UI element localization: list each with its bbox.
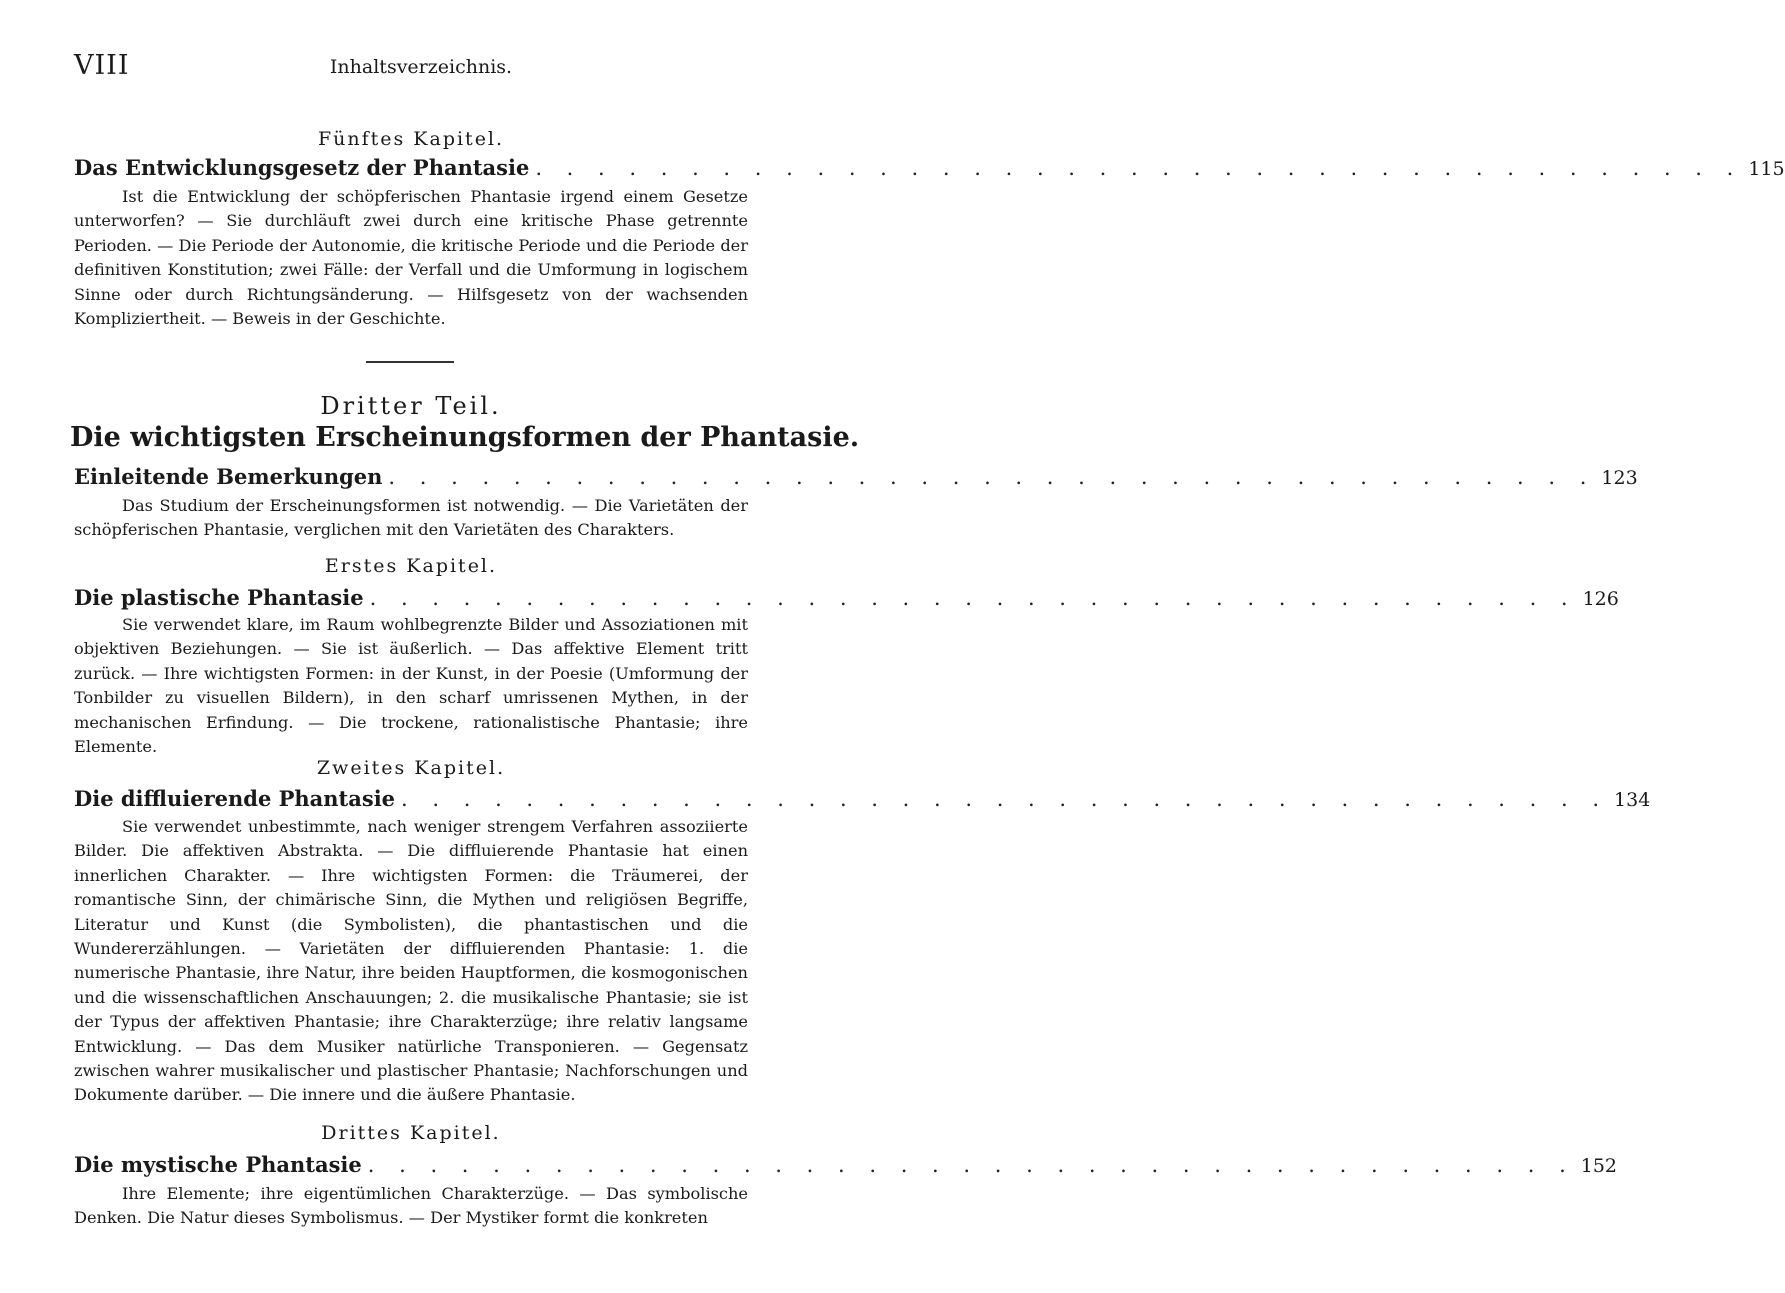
toc-leader: . . . . . . . . . . . . . . . . . . . . . . . . . . . . . . . . . . . . . . . bbox=[535, 156, 1743, 180]
chapter-1 bbox=[74, 555, 748, 577]
chapter-label: Zweites Kapitel. bbox=[316, 757, 506, 779]
part-title: Die wichtigsten Erscheinungsformen der Phantasie. bbox=[70, 422, 860, 453]
toc-leader: . . . . . . . . . . . . . . . . . . . . . . . . . . . . . . . . . . . . . . . bbox=[369, 586, 1577, 610]
toc-leader: . . . . . . . . . . . . . . . . . . . . . . . . . . . . . . . . . . . . . . . bbox=[388, 465, 1596, 489]
section-divider bbox=[366, 361, 454, 363]
chapter-summary bbox=[74, 613, 748, 759]
toc-entry-ch2[interactable] bbox=[74, 786, 1651, 811]
toc-page: 123 bbox=[1601, 467, 1638, 489]
toc-title: Die plastische Phantasie bbox=[74, 585, 364, 610]
chapter-5 bbox=[74, 128, 748, 150]
running-title: Inhaltsverzeichnis. bbox=[329, 56, 513, 78]
chapter-label: Erstes Kapitel. bbox=[324, 555, 498, 577]
part-title-row bbox=[70, 422, 860, 453]
toc-leader: . . . . . . . . . . . . . . . . . . . . . . . . . . . . . . . . . . . . . . . bbox=[367, 1153, 1575, 1177]
page-number: VIII bbox=[74, 50, 130, 81]
chapter-summary bbox=[74, 815, 748, 1108]
chapter-label: Fünftes Kapitel. bbox=[317, 128, 505, 150]
chapter-2 bbox=[74, 757, 748, 779]
summary-text: Sie verwendet klare, im Raum wohlbegrenzte Bilder und Assoziationen mit objektiven Beziehungen. — Sie ist äußerlich. — Das affektive Element tritt zurück. — Ihre wichtigsten Formen: in der Kunst, in der Poesie (Umformung der Tonbilder zu visuellen Bildern), in den scharf umrissenen Mythen, in der mechanischen Erfindung. — Die trockene, rationalistische Phantasie; ihre Elemente. bbox=[74, 615, 748, 757]
chapter-summary bbox=[74, 1182, 748, 1231]
toc-title: Die diffluierende Phantasie bbox=[74, 786, 396, 811]
intro-summary bbox=[74, 494, 748, 543]
chapter-3 bbox=[74, 1122, 748, 1144]
toc-page: 134 bbox=[1614, 789, 1651, 811]
toc-title: Die mystische Phantasie bbox=[74, 1152, 362, 1177]
toc-leader: . . . . . . . . . . . . . . . . . . . . . . . . . . . . . . . . . . . . . . . bbox=[401, 787, 1609, 811]
summary-text: Sie verwendet unbestimmte, nach weniger strengem Verfahren assoziierte Bilder. Die affektiven Abstrakta. — Die diffluierende Phantasie hat einen innerlichen Charakter. — Ihre wichtigsten Formen: die Träumerei, der romantische Sinn, der chimärische Sinn, die Mythen und religiösen Begriffe, Literatur und Kunst (die Symbolisten), die phantastischen und die Wundererzählungen. — Varietäten der diffluierenden Phantasie: 1. die numerische Phantasie, ihre Natur, ihre beiden Hauptformen, die kosmogonischen und die wissenschaftlichen Anschauungen; 2. die musikalische Phantasie; sie ist der Typus der affektiven Phantasie; ihre Charakterzüge; ihre relativ langsame Entwicklung. — Das dem Musiker natürliche Transponieren. — Gegensatz zwischen wahrer musikalischer und plastischer Phantasie; Nachforschungen und Dokumente darüber. — Die innere und die äußere Phantasie. bbox=[74, 817, 748, 1105]
summary-text: Ist die Entwicklung der schöpferischen Phantasie irgend einem Gesetze unterworfen? — Sie durchläuft zwei durch eine kritische Phase getrennte Perioden. — Die Periode der Autonomie, die kritische Periode und die Periode der definitiven Konstitution; zwei Fälle: der Verfall und die Umformung in logischem Sinne oder durch Richtungsänderung. — Hilfsgesetz von der wachsenden Kompliziertheit. — Beweis in der Geschichte. bbox=[74, 187, 748, 329]
chapter-label: Drittes Kapitel. bbox=[321, 1122, 501, 1144]
toc-title: Einleitende Bemerkungen bbox=[74, 464, 383, 489]
toc-page: 152 bbox=[1580, 1155, 1618, 1177]
toc-entry-ch1[interactable] bbox=[74, 585, 1619, 610]
part-3 bbox=[74, 392, 748, 420]
toc-entry-ch5[interactable] bbox=[74, 155, 1785, 180]
summary-text: Ihre Elemente; ihre eigentümlichen Charakterzüge. — Das symbolische Denken. Die Natur dieses Symbolismus. — Der Mystiker formt die konkreten bbox=[74, 1184, 748, 1228]
part-label: Dritter Teil. bbox=[320, 392, 502, 420]
toc-entry-intro[interactable] bbox=[74, 464, 1638, 489]
chapter-summary bbox=[74, 185, 748, 331]
toc-title: Das Entwicklungsgesetz der Phantasie bbox=[74, 155, 530, 180]
toc-page: 115 bbox=[1748, 158, 1785, 180]
toc-page: 126 bbox=[1582, 588, 1619, 610]
summary-text: Das Studium der Erscheinungsformen ist notwendig. — Die Varietäten der schöpferischen Phantasie, verglichen mit den Varietäten des Charakters. bbox=[74, 496, 748, 540]
page-header bbox=[74, 50, 748, 86]
toc-entry-ch3[interactable] bbox=[74, 1152, 1618, 1177]
